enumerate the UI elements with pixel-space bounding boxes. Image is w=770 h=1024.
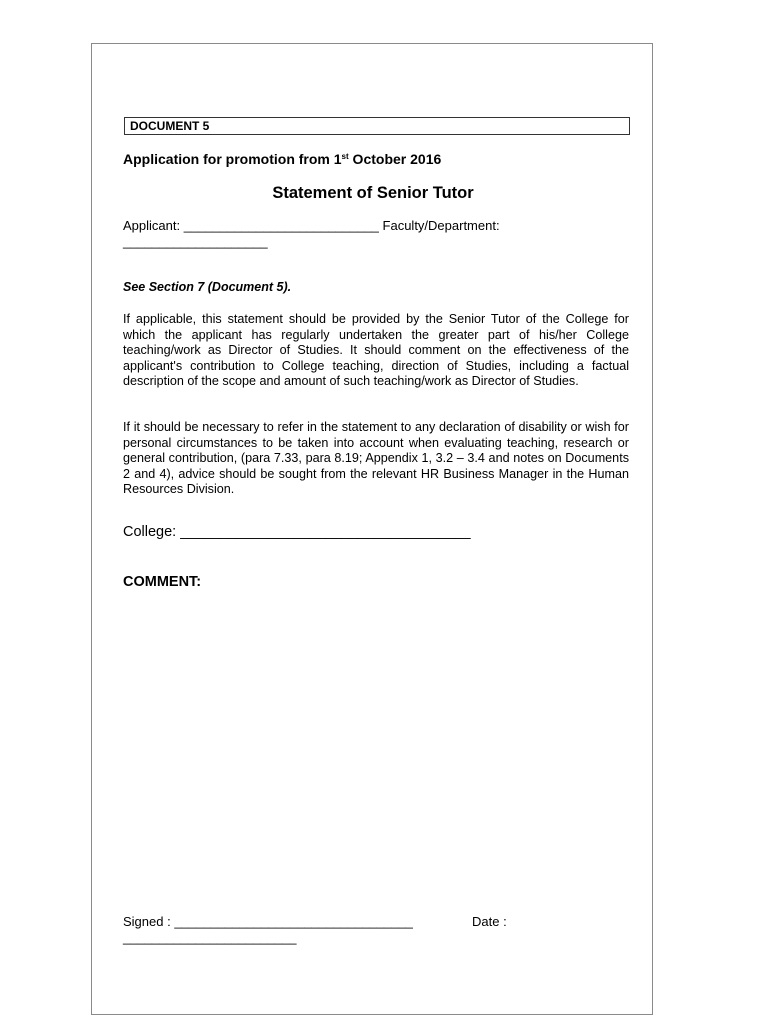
document-page (91, 43, 653, 1015)
paragraph-senior-tutor: If applicable, this statement should be provided by the Senior Tutor of the College for which the applicant has regularly undertaken the greater part of his/her College teaching/work as Director of Studies. It should comment on the effectiveness of the applicant's contribution to College teaching, direction of Studies, including a factual description of the scope and amount of such teaching/work as Director of Studies. (123, 312, 629, 388)
date-label: Date : (472, 914, 507, 929)
application-title-prefix: Application for promotion from 1 (123, 151, 342, 167)
application-title (123, 151, 441, 167)
signed-field: Signed : _________________________________ (123, 914, 413, 929)
section-reference: See Section 7 (Document 5). (123, 280, 292, 294)
comment-label: COMMENT: (123, 574, 202, 590)
date-field-line: ________________________ (123, 930, 297, 945)
applicant-line: Applicant: ___________________________ Faculty/Department: (123, 218, 500, 233)
document-label-box: DOCUMENT 5 (124, 117, 630, 135)
application-title-superscript: st (341, 152, 349, 161)
college-field: College: ____________________________________ (123, 524, 471, 540)
applicant-line-continuation: ____________________ (123, 234, 268, 249)
statement-title: Statement of Senior Tutor (272, 184, 474, 202)
paragraph-disability: If it should be necessary to refer in the statement to any declaration of disability or wish for personal circumstances to be taken into account when evaluating teaching, research or general contribution, (para 7.33, para 8.19; Appendix 1, 3.2 – 3.4 and notes on Documents 2 and 4), advice should be sought from the relevant HR Business Manager in the Human Resources Division. (123, 420, 629, 496)
application-title-suffix: October 2016 (348, 151, 442, 167)
